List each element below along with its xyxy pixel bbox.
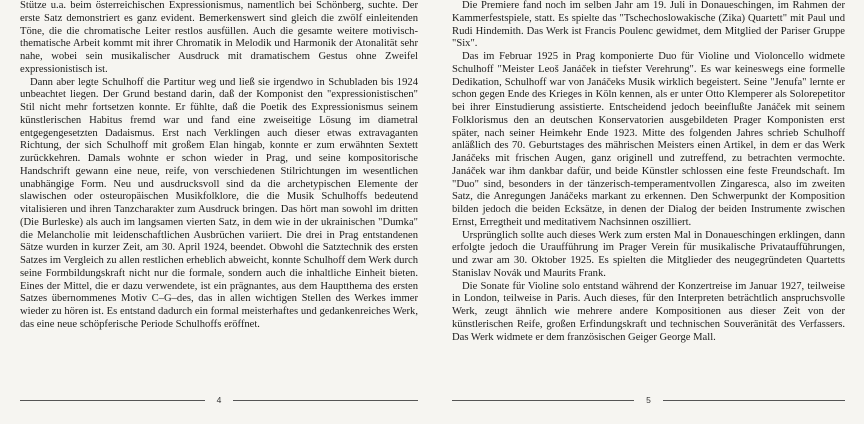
page-footer xyxy=(452,394,845,406)
page-number: 4 xyxy=(216,395,222,405)
paragraph: Stütze u.a. beim österreichischen Expressionismus, namentlich bei Schönberg, suchte. Der erste Satz demonstriert es ganz evident. Bemerkenswert sind gleich die zwölf einleitenden Töne, die die chromatische Leiter restlos ausfüllen. Auch die gesamte weitere motivisch-thematische Arbeit kommt mit ihrer Chromatik in Melodik und Harmonik der Atonalität sehr nahe, wobei sein musikalischer Ausdruck mit dramatischem Gestus ohne Zweifel expressionistisch ist. xyxy=(20,0,418,75)
paragraph: Ursprünglich sollte auch dieses Werk zum ersten Mal in Donaueschingen erklingen, dann erfolgte jedoch die Uraufführung im Prager Verein für musikalische Privataufführungen, und zwar am 30. Oktober 1925. Es spielten die Mitglieder des neugegründeten Quartetts Stanislav Novák und Maurits Frank. xyxy=(452,229,845,279)
paragraph: Dann aber legte Schulhoff die Partitur weg und ließ sie irgendwo in Schubladen bis 1924 unbeachtet liegen. Der Grund bestand darin, daß der Komponist den "expressionistischen" Stil nicht mehr fortsetzen konnte. Er fühlte, daß die Poetik des Expressionismus seinem künstlerischen Habitus fremd war und fand eine zweiseitige Lösung im diametral entgegengesetzten Dadaismus. Erst nach Verklingen auch dieser etwas extravaganten Richtung, der sich Schulhoff mit großem Elan hingab, konnte er zum erwähnten Sextett zurückkehren. Damals wohnte er schon wieder in Prag, und seine kompositorische Handschrift gewann eine neue, reife, von verschiedenen Stilrichtungen im wesentlichen unabhängige Form. Neu und ausdrucksvoll sind da die archetypischen Elemente der slawischen oder osteuropäischen Musikfolklore, die die Musik Schulhoffs bedeutend vitalisieren und ihren Tanzcharakter zum Ausdruck bringen. Das hört man sowohl im dritten (Die Burleske) als auch im langsamen vierten Satz, in dem wie in der ukrainischen "Dumka" die Melancholie mit leidenschaftlichen Ausbrüchen variiert. Die drei in Prag entstandenen Sätze wurden in kurzer Zeit, am 30. April 1924, beendet. Obwohl die Satztechnik des ersten Satzes im Vergleich zu allen restlichen erheblich abweicht, konnte Schulhoff dem Werk durch seine Formbildungskraft nicht nur die formale, sondern auch die inhaltliche Einheit bieten. Eines der Mittel, die er dazu verwendete, ist ein prägnantes, aus dem Hauptthema des ersten Satzes übernommenes Motiv C–G–des, das in allen wichtigen Stellen des Werkes immer wieder zu hören ist. Es entstand dadurch ein formal meisterhaftes und gedankenreiches Werk, das eine neue schöpferische Periode Schulhoffs eröffnet. xyxy=(20,76,418,330)
footer-rule-left xyxy=(452,400,634,401)
paragraph: Das im Februar 1925 in Prag komponierte Duo für Violine und Violoncello widmete Schulhoff "Meister Leoš Janáček in tiefster Verehrung". Es war keineswegs eine formelle Dedikation, Schulhoff war von Janáčeks Musik wirklich begeistert. Seine "Jenufa" lernte er schon gegen Ende des Krieges in Köln kennen, als er unter Otto Klemperer als Solorepetitor bei ihrer Einstudierung assistierte. Entscheidend jedoch beeinflußte Janáček mit seinem Folklorismus den an deutschen Konservatorien ausgebildeten Prager Komponisten erst später, nach seiner Heimkehr Ende 1923. Mitte des folgenden Jahres schrieb Schulhoff anläßlich des 70. Geburtstages des mährischen Meisters einen Artikel, in dem er das Werk Janáčeks mit frischen Augen, ganz originell und zutreffend, zu betrachten vermochte. Janáček war ihm dankbar dafür, und beide Künstler schlossen eine feste Freundschaft. Im "Duo" sind, besonders in der tänzerisch-temperamentvollen Zingaresca, also im zweiten Satz, die Anregungen Janáčeks markant zu erkennen. Den Schwerpunkt der Komposition bilden jedoch die beiden Ecksätze, in denen der Dialog der beiden Instrumente zwischen Ernst, Erregtheit und meditativem Nachsinnen oszilliert. xyxy=(452,51,845,228)
right-page-text xyxy=(452,0,845,344)
footer-rule-right xyxy=(663,400,845,401)
footer-rule-left xyxy=(20,400,205,401)
paragraph: Die Sonate für Violine solo entstand während der Konzertreise im Januar 1927, teilweise in London, teilweise in Paris. Auch dieses, für den Interpreten beträchtlich anspruchsvolle Werk, zeugt ähnlich wie mehrere andere Kompositionen aus dieser Zeit von der künstlerischen Reife, großen Erfindungskraft und technischen Souveränität des Verfassers. Das Werk widmete er dem französischen Geiger George Mall. xyxy=(452,280,845,343)
page-footer xyxy=(20,394,418,406)
page-number: 5 xyxy=(646,395,651,405)
paragraph: Die Premiere fand noch im selben Jahr am 19. Juli in Donaueschingen, im Rahmen der Kammerfestspiele, statt. Es spielte das "Tschechoslowakische (Zika) Quartett" mit Paul und Rudi Hindemith. Das Werk ist Francis Poulenc gewidmet, dem Mitglied der Pariser Gruppe "Six". xyxy=(452,0,845,50)
footer-rule-right xyxy=(233,400,418,401)
left-page-text xyxy=(20,0,418,332)
right-page xyxy=(432,0,864,424)
